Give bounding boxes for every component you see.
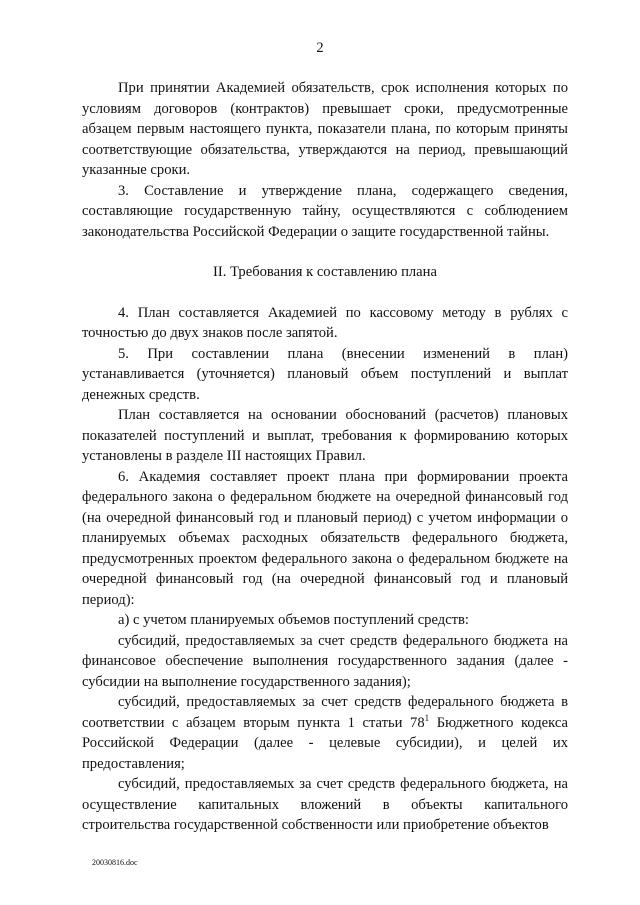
paragraph-text: субсидий, предоставляемых за счет средств федерального бюджета в соответствии с абзацем вторым пункта 1 статьи 78 [82, 694, 568, 731]
paragraph [82, 692, 568, 774]
paragraph: План составляется на основании обоснований (расчетов) плановых показателей поступлений и выплат, требования к формированию которых установлены в разделе III настоящих Правил. [82, 407, 568, 464]
paragraph: субсидий, предоставляемых за счет средств федерального бюджета, на осуществление капитальных вложений в объекты капитального строительства государственной собственности или приобретение объектов [82, 776, 568, 833]
paragraph: При принятии Академией обязательств, срок исполнения которых по условиям договоров (контрактов) превышает сроки, предусмотренные абзацем первым настоящего пункта, показатели плана, по которым приняты соответствующие обязательства, утверждаются на период, превышающий указанные сроки. [82, 80, 568, 178]
footer-filename: 20030816.doc [92, 858, 138, 867]
paragraph: 4. План составляется Академией по кассовому методу в рублях с точностью до двух знаков после запятой. [82, 304, 568, 341]
document-body [82, 78, 568, 836]
paragraph: 3. Составление и утверждение плана, содержащего сведения, составляющие государственную тайну, осуществляются с соблюдением законодательства Российской Федерации о защите государственной тайны. [82, 182, 568, 240]
superscript: 1 [424, 712, 430, 723]
page-number: 2 [316, 40, 324, 56]
paragraph: субсидий, предоставляемых за счет средств федерального бюджета на финансовое обеспечение выполнения государственного задания (далее - субсидии на выполнение государственного задания); [82, 632, 568, 690]
section-heading: II. Требования к составлению плана [213, 264, 437, 280]
paragraph-text: Бюджетного кодекса Российской Федерации (далее - целевые субсидии), и целей их предоставления; [82, 714, 568, 772]
paragraph: 5. При составлении плана (внесении изменений в план) устанавливается (уточняется) плановый объем поступлений и выплат денежных средств. [82, 345, 568, 403]
paragraph: а) с учетом планируемых объемов поступлений средств: [118, 612, 469, 628]
paragraph: 6. Академия составляет проект плана при формировании проекта федерального закона о федеральном бюджете на очередной финансовый год (на очередной финансовый год и плановый период) с учетом информации о планируемых объемах расходных обязательств федерального бюджета, предусмотренных проектом федерального закона о федеральном бюджете на очередной финансовый год (на очередной финансовый год и плановый период): [82, 468, 568, 608]
